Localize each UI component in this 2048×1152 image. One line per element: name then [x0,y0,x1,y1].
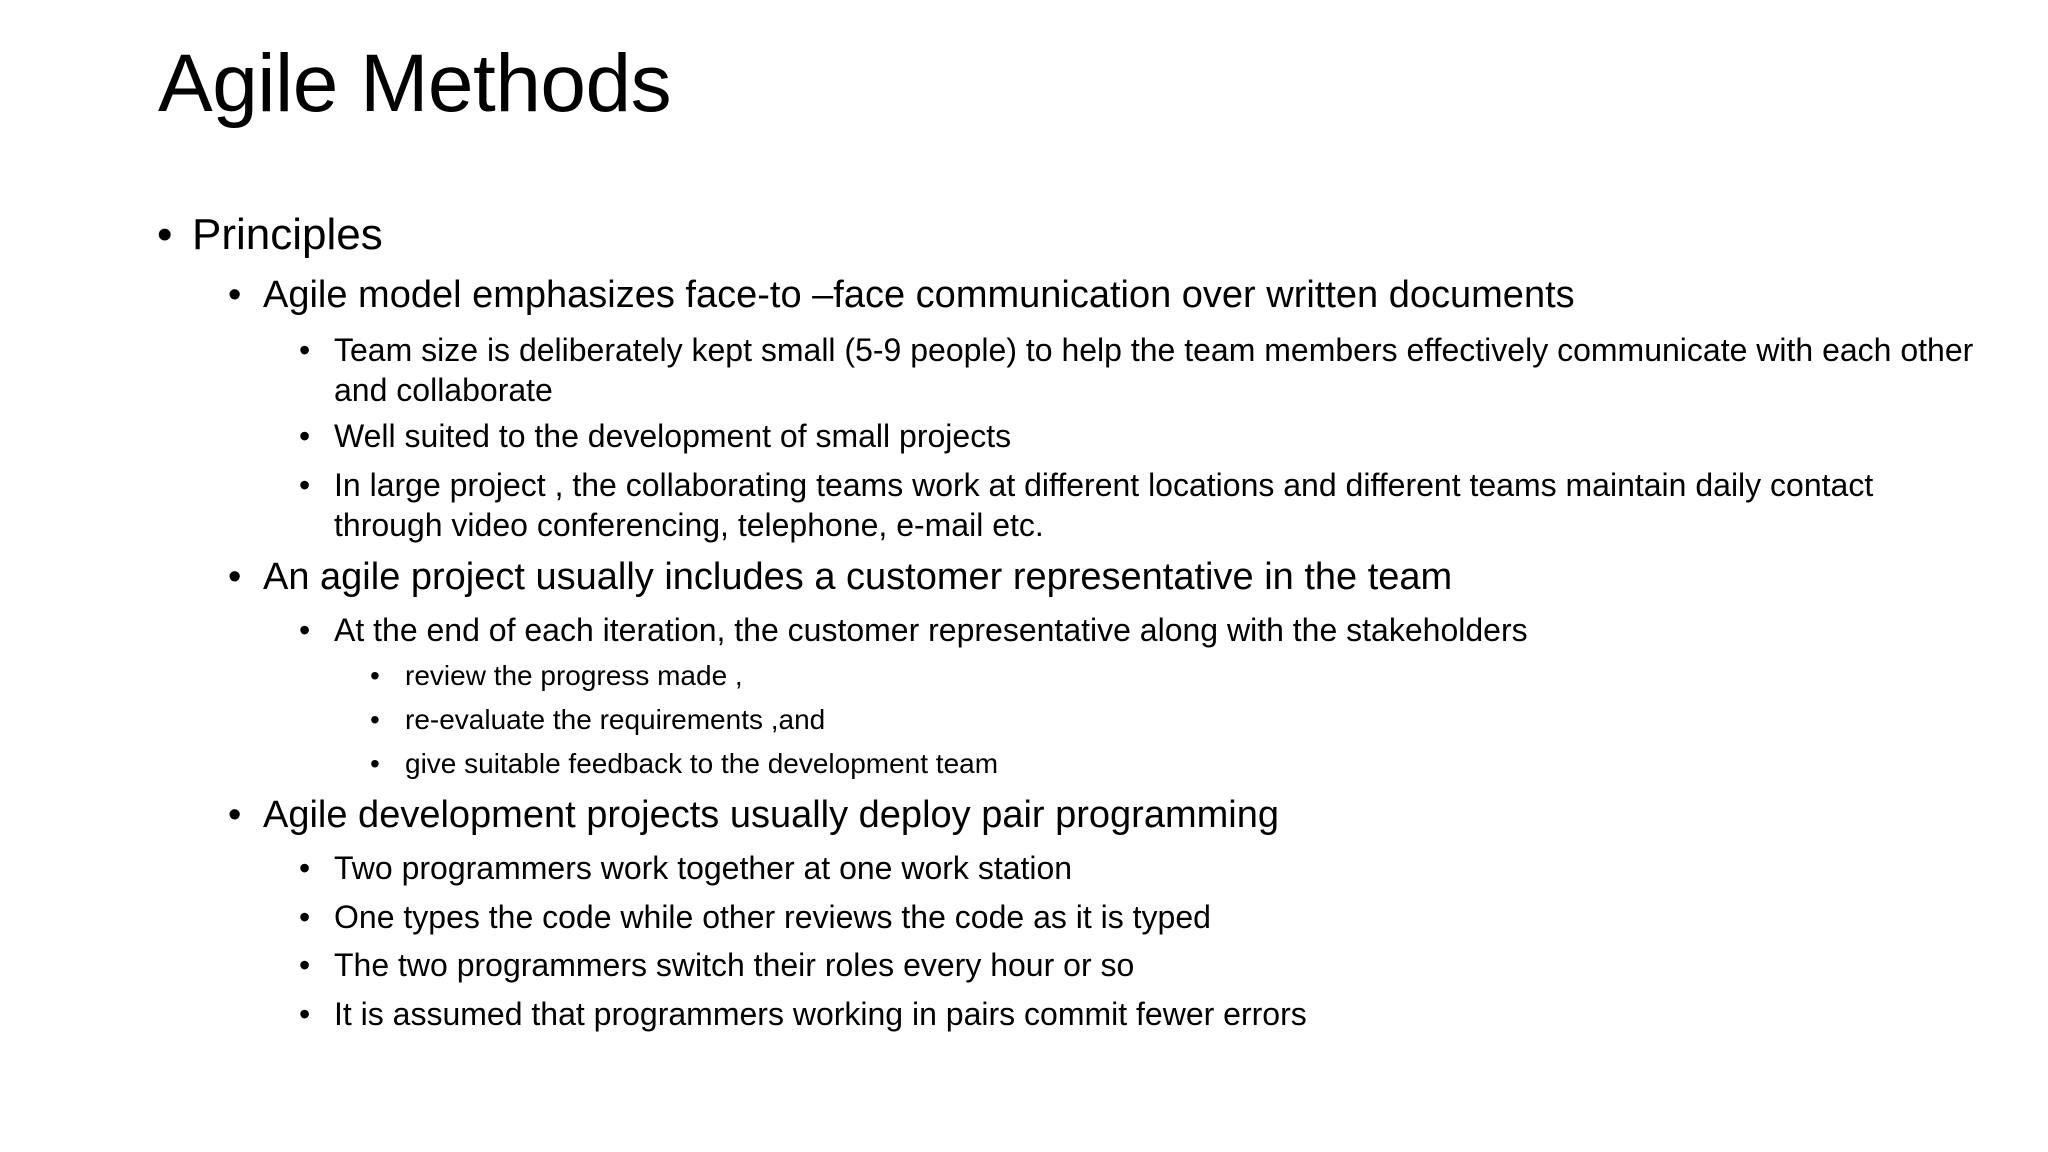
bullet-text: Agile development projects usually deploy pair programming [263,794,1279,836]
bullet-text: At the end of each iteration, the customer representative along with the stakeholders [334,612,1528,648]
bullet-dot-icon: • [299,947,311,983]
bullet-dot-icon: • [370,704,380,735]
bullet-text: One types the code while other reviews the code as it is typed [334,899,1211,935]
bullet-dot-icon: • [228,556,242,598]
bullet-dot-icon: • [299,850,311,886]
bullet-dot-icon: • [299,899,311,935]
slide-title: Agile Methods [158,38,672,129]
bullet-dot-icon: • [299,332,311,368]
bullet-text: re-evaluate the requirements ,and [405,704,826,735]
bullet-text: Team size is deliberately kept small (5-9 people) to help the team members effectively communicate with each other and collaborate [334,332,1974,408]
bullet-text: An agile project usually includes a customer representative in the team [263,556,1453,598]
bullet-dot-icon: • [370,748,380,779]
bullet-dot-icon: • [299,467,311,503]
bullet-dot-icon: • [370,660,380,691]
bullet-dot-icon: • [228,794,242,836]
bullet-text: Principles [192,210,383,259]
bullet-text: In large project , the collaborating teams work at different locations and different teams maintain daily contact through video conferencing, telephone, e-mail etc. [334,467,1874,543]
bullet-dot-icon: • [157,210,173,259]
bullet-text: The two programmers switch their roles every hour or so [334,947,1135,983]
bullet-dot-icon: • [299,996,311,1032]
bullet-text: review the progress made , [405,660,743,691]
bullet-text: Well suited to the development of small projects [334,418,1012,454]
bullet-text: It is assumed that programmers working in pairs commit fewer errors [334,996,1307,1032]
bullet-dot-icon: • [299,418,311,454]
bullet-dot-icon: • [228,274,242,316]
bullet-text: give suitable feedback to the development team [405,748,999,779]
bullet-dot-icon: • [299,612,311,648]
bullet-text: Two programmers work together at one work station [334,850,1073,886]
bullet-text: Agile model emphasizes face-to –face communication over written documents [263,274,1575,316]
